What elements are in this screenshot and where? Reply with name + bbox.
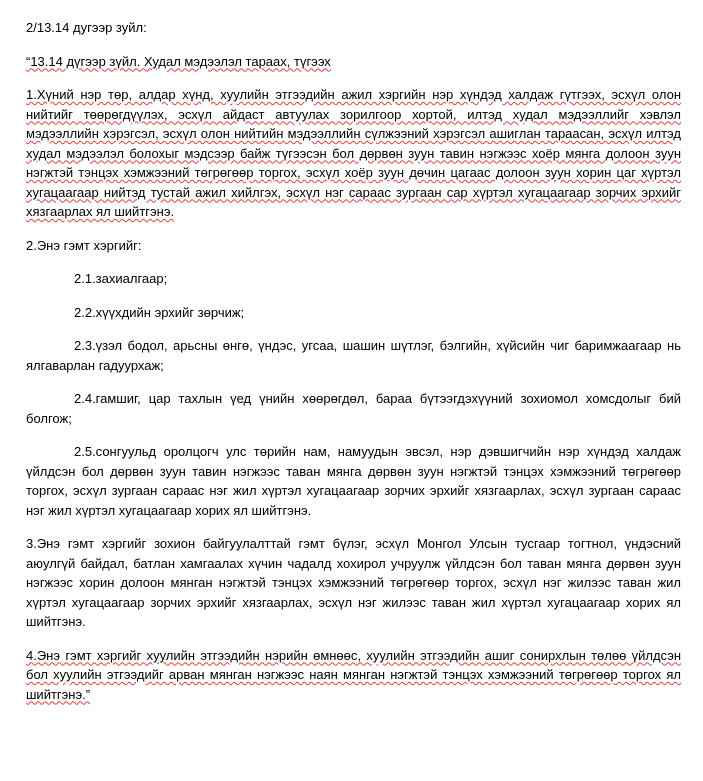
paragraph-2-intro: 2.Энэ гэмт хэргийг: bbox=[26, 237, 142, 253]
clause-2-3: 2.3.үзэл бодол, арьсны өнгө, үндэс, угсаа, шашин шүтлэг, бэлгийн, хүйсийн чиг баримжаагаар нь ялгаварлан гадуурхаж; bbox=[26, 338, 681, 373]
clause-2-5: 2.5.сонгуульд оролцогч улс төрийн нам, намуудын эвсэл, нэр дэвшигчийн нэр хүндэд халдаж үйлдсэн бол дөрвөн зуун тавин нэгжээс таван мянга дөрвөн зуун нэгжтэй тэнцэх хэмжээний төгрөгөөр торгох, эсхүл зургаан сараас нэг жил хүртэл хугацаагаар зорчих эрхийг хязгаарлах, эсхүл зургаан сараас нэг жил хүртэл хугацаагаар хорих ял шийтгэнэ. bbox=[26, 444, 681, 518]
clause-2-2: 2.2.хүүхдийн эрхийг зөрчиж; bbox=[74, 304, 245, 320]
clause-2-4: 2.4.гамшиг, цар тахлын үед үнийн хөөрөгдөл, бараа бүтээгдэхүүний зохиомол хомсдолыг бий болгож; bbox=[26, 391, 681, 426]
paragraph-3: 3.Энэ гэмт хэргийг зохион байгуулалттай гэмт бүлэг, эсхүл Монгол Улсын тусгаар тогтнол, үндэсний аюулгүй байдал, батлан хамгаалах хүчин чадалд хохирол учруулж үйлдсэн бол таван мянга дөрвөн зуун нэгжээс хорин долоон мянган нэгжтэй тэнцэх хэмжээний төгрөгөөр торгох, эсхүл нэг жилээс таван жил хүртэл хугацаагаар зорчих эрхийг хязгаарлах, эсхүл нэг жилээс таван жил хүртэл хугацаагаар хорих ял шийтгэнэ. bbox=[26, 536, 681, 629]
clause-2-1: 2.1.захиалгаар; bbox=[74, 271, 168, 286]
article-title: “13.14 дүгээр зүйл. Худал мэдээлэл тараах, түгээх bbox=[26, 53, 331, 69]
paragraph-4: 4.Энэ гэмт хэргийг хуулийн этгээдийн нэрийн өмнөөс, хуулийн этгээдийн ашиг сонирхлын төлөө үйлдсэн бол хуулийн этгээдийг арван мянган нэгжээс наян мянган нэгжтэй тэнцэх хэмжээний төгрөгөөр торгох ял шийтгэнэ.” bbox=[26, 647, 681, 702]
section-heading: 2/13.14 дугээр зуйл: bbox=[26, 20, 147, 35]
paragraph-1: 1.Хүний нэр төр, алдар хүнд, хуулийн этгээдийн ажил хэргийн нэр хүндэд халдаж гүтгээх, эсхүл олон нийтийг төөрөгдүүлэх, эсхүл айдаст автуулах зорилгоор хортой, илтэд худал мэдээллийг хэвлэл мэдээллийн хэрэгсэл, эсхүл олон нийтийн мэдээллийн сүлжээний хэрэгсэл ашиглан тараасан, эсхүл илтэд худал мэдээлэл болохыг мэдсээр байж түгээсэн бол дөрвөн зуун тавин нэгжээс хоёр мянга долоон зуун нэгжтэй тэнцэх хэмжээний төгрөгөөр торгох, эсхүл хоёр зуун дөчин цагаас долоон зуун хорин цаг хүртэл хугацаагаар нийтэд тустай ажил хийлгэх, эсхүл нэг сараас зургаан сар хүртэл хугацаагаар зорчих эрхийг хязгаарлах ял шийтгэнэ. bbox=[26, 87, 681, 219]
